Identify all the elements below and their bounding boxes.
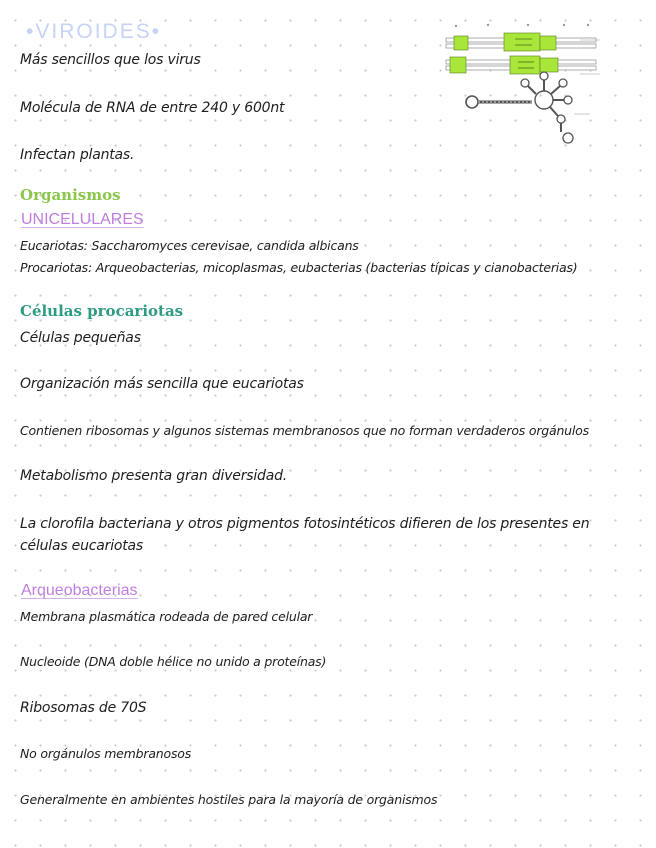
note-line-3: Infectan plantas. [20,147,135,163]
heading-unicelulares: UNICELULARES [21,211,144,228]
note-line-6: Células pequeñas [20,330,141,346]
note-line-12: Nucleoide (DNA doble hélice no unido a proteínas) [20,654,327,669]
viroid-branched-structure [466,72,590,143]
note-line-1: Más sencillos que los virus [20,52,201,68]
heading-celulas-procariotas: Células procariotas [20,302,184,320]
note-line-13: Ribosomas de 70S [20,700,147,716]
note-line-11: Membrana plasmática rodeada de pared celular [20,609,313,624]
note-line-10: La clorofila bacteriana y otros pigmentos fotosintéticos difieren de los presentes en células eucariotas [20,516,590,554]
note-line-2: Molécula de RNA de entre 240 y 600nt [20,100,285,116]
viroid-structure-figure [440,20,610,150]
note-line-15: Generalmente en ambientes hostiles para la mayoría de organismos [20,792,438,807]
note-line-14: No orgánulos membranosos [20,746,192,761]
viroid-rod-diagram-2 [446,56,600,74]
heading-arqueobacterias: Arqueobacterias [21,582,138,599]
note-line-7: Organización más sencilla que eucariotas [20,376,304,392]
note-line-8: Contienen ribosomas y algunos sistemas membranosos que no forman verdaderos orgánulos [20,423,589,438]
note-line-4: Eucariotas: Saccharomyces cerevisae, candida albicans [20,238,359,253]
note-line-5: Procariotas: Arqueobacterias, micoplasmas, eubacterias (bacterias típicas y cianobacterias) [20,260,578,275]
heading-organismos: Organismos [20,186,121,204]
note-line-9: Metabolismo presenta gran diversidad. [20,468,288,484]
page-title: •VIROIDES• [26,20,162,43]
viroid-rod-diagram-1 [446,24,600,51]
